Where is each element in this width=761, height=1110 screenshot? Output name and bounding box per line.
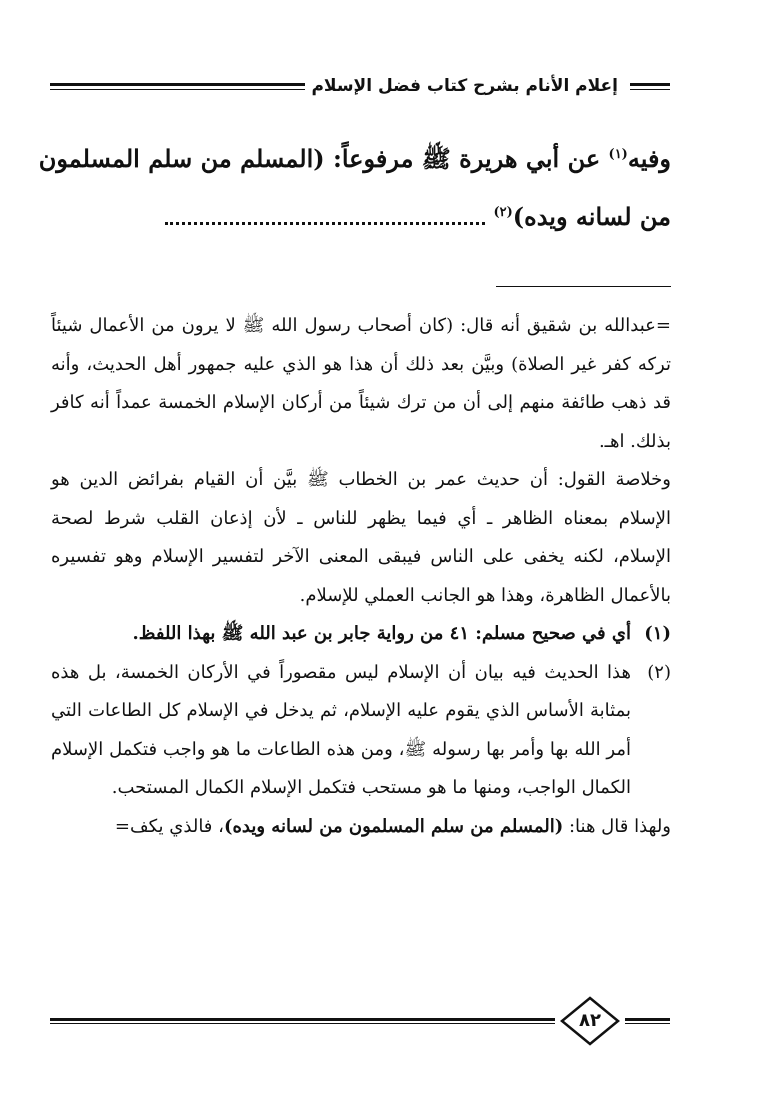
- main-line-1: [38, 128, 671, 186]
- header-rule-right: [630, 83, 670, 90]
- main-line-1-start: وفيه: [627, 144, 671, 173]
- footnote-1-text: أي في صحيح مسلم: ٤١ من رواية جابر بن عبد الله ﷺ بهذا اللفظ.: [132, 623, 631, 644]
- footer-rule-right: [625, 1018, 670, 1024]
- main-line-1-rest: عن أبي هريرة ﷺ مرفوعاً: (المسلم من سلم المسلمون: [38, 144, 609, 173]
- footnote-2-text: هذا الحديث فيه بيان أن الإسلام ليس مقصوراً في الأركان الخمسة، بل هذه بمثابة الأساس الذي يقوم عليه الإسلام، ثم يدخل في الإسلام كل الطاعات التي أمر الله بها وأمر بها رسوله ﷺ، ومن هذه الطاعات ما هو واجب فتكمل الإسلام الكمال الواجب، ومنها ما هو مستحب فتكمل الإسلام الكمال المستحب.: [51, 661, 631, 798]
- main-line-2: [51, 186, 671, 244]
- header-title: إعلام الأنام بشرح كتاب فضل الإسلام: [305, 74, 624, 98]
- continued-paragraph: =عبدالله بن شقيق أنه قال: (كان أصحاب رسول الله ﷺ لا يرون من الأعمال شيئاً تركه كفر غير الصلاة) وبيَّن بعد ذلك أن هذا هو الذي عليه جمهور أهل الحديث، وأنه قد ذهب طائفة منهم إلى أن من ترك شيئاً من أركان الإسلام الخمسة عمداً أنه كافر بذلك. اهـ.: [51, 315, 671, 452]
- footnote-1-number: (١): [644, 623, 671, 644]
- page-number: ٨٢: [579, 1010, 601, 1031]
- page-footer: [50, 996, 670, 1046]
- summary-paragraph: وخلاصة القول: أن حديث عمر بن الخطاب ﷺ بيَّن أن القيام بفرائض الدين هو الإسلام بمعناه الظاهر ـ أي فيما يظهر للناس ـ لأن إذعان القلب شرط لصحة الإسلام، لكنه يخفى على الناس فيبقى المعنى الآخر لتفسير الإسلام وهو تفسيره بالأعمال الظاهرة، وهذا هو الجانب العملي للإسلام.: [51, 469, 672, 606]
- closing-end: ، فالذي يكف=: [114, 815, 224, 837]
- main-line-2-text: من لسانه ويده): [512, 202, 671, 231]
- closing-quote: (المسلم من سلم المسلمون من لسانه ويده): [223, 815, 564, 837]
- footnote-marker-2: (٢): [493, 205, 513, 220]
- dotted-filler: [165, 208, 485, 225]
- footnote-1: [51, 615, 671, 654]
- footnote-marker-1: (١): [608, 147, 628, 162]
- running-header: [50, 74, 670, 102]
- footnote-2: [51, 654, 671, 808]
- main-text: [38, 128, 671, 244]
- closing-start: ولهذا قال هنا:: [563, 815, 671, 837]
- footer-rule-left: [50, 1018, 555, 1024]
- page-number-badge: [560, 996, 620, 1046]
- footnote-separator: [496, 286, 671, 287]
- footnote-2-number: (٢): [647, 661, 671, 683]
- closing-paragraph: [51, 808, 671, 847]
- footnote-area: [51, 307, 671, 846]
